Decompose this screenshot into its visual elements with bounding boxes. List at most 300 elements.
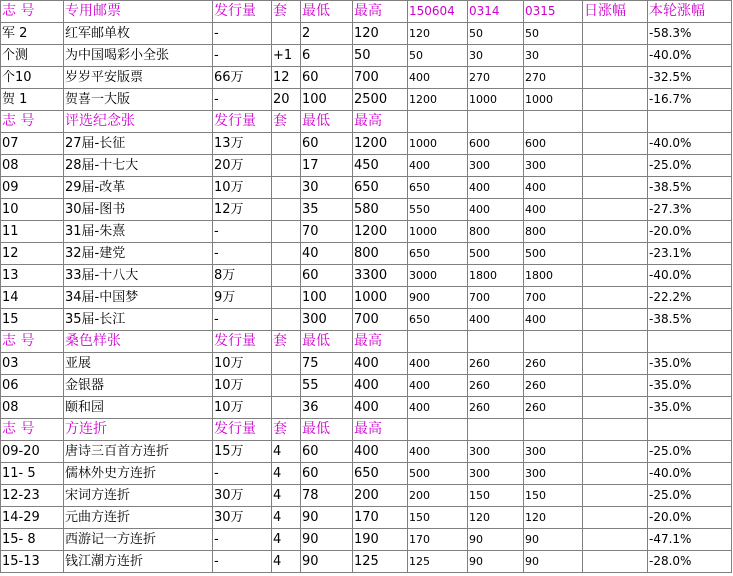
cell-d150604: 1000 — [408, 221, 468, 243]
cell-d0315: 700 — [524, 287, 583, 309]
cell-name: 岁岁平安版票 — [64, 67, 213, 89]
cell-d0314: 50 — [468, 23, 524, 45]
cell-day_change — [583, 397, 648, 419]
table-row — [1, 485, 732, 507]
table-row — [1, 507, 732, 529]
cell-high: 1000 — [353, 287, 408, 309]
section-header-row — [1, 1, 732, 23]
cell-set — [272, 243, 301, 265]
cell-d0315: 120 — [524, 507, 583, 529]
cell-day_change — [583, 89, 648, 111]
table-row — [1, 133, 732, 155]
cell-name: 贺喜一大版 — [64, 89, 213, 111]
header-cell-d150604: 150604 — [408, 1, 468, 23]
cell-set: 4 — [272, 463, 301, 485]
cell-high: 400 — [353, 375, 408, 397]
cell-day_change — [583, 23, 648, 45]
cell-high: 200 — [353, 485, 408, 507]
cell-low: 55 — [301, 375, 353, 397]
header-cell-issue: 发行量 — [213, 1, 272, 23]
cell-round_change: -35.0% — [648, 353, 732, 375]
cell-issue: - — [213, 23, 272, 45]
cell-name: 宋词方连折 — [64, 485, 213, 507]
header-cell-high: 最高 — [353, 419, 408, 441]
cell-d0315: 270 — [524, 67, 583, 89]
cell-issue: 20万 — [213, 155, 272, 177]
cell-low: 90 — [301, 507, 353, 529]
cell-d0314: 400 — [468, 177, 524, 199]
cell-low: 36 — [301, 397, 353, 419]
header-cell-low: 最低 — [301, 331, 353, 353]
header-cell-d150604 — [408, 111, 468, 133]
cell-d150604: 1200 — [408, 89, 468, 111]
cell-issue: 30万 — [213, 507, 272, 529]
cell-low: 70 — [301, 221, 353, 243]
cell-code: 贺 1 — [1, 89, 64, 111]
cell-d0314: 150 — [468, 485, 524, 507]
cell-code: 12-23 — [1, 485, 64, 507]
cell-day_change — [583, 309, 648, 331]
cell-high: 50 — [353, 45, 408, 67]
cell-d150604: 400 — [408, 155, 468, 177]
cell-low: 60 — [301, 441, 353, 463]
cell-code: 15 — [1, 309, 64, 331]
cell-d0314: 1800 — [468, 265, 524, 287]
cell-d0315: 400 — [524, 309, 583, 331]
header-cell-round_change: 本轮涨幅 — [648, 1, 732, 23]
cell-round_change: -40.0% — [648, 265, 732, 287]
cell-day_change — [583, 551, 648, 573]
header-cell-round_change — [648, 419, 732, 441]
cell-set — [272, 287, 301, 309]
cell-round_change: -25.0% — [648, 441, 732, 463]
cell-d0315: 260 — [524, 353, 583, 375]
cell-d150604: 1000 — [408, 133, 468, 155]
cell-name: 亚展 — [64, 353, 213, 375]
cell-low: 75 — [301, 353, 353, 375]
cell-issue: - — [213, 243, 272, 265]
table-body — [1, 1, 732, 573]
section-header-row — [1, 331, 732, 353]
cell-high: 2500 — [353, 89, 408, 111]
cell-code: 军 2 — [1, 23, 64, 45]
table-row — [1, 441, 732, 463]
cell-code: 08 — [1, 155, 64, 177]
cell-high: 400 — [353, 441, 408, 463]
cell-round_change: -20.0% — [648, 507, 732, 529]
cell-d150604: 550 — [408, 199, 468, 221]
cell-code: 12 — [1, 243, 64, 265]
cell-low: 60 — [301, 265, 353, 287]
cell-name: 29届-改革 — [64, 177, 213, 199]
cell-issue: 10万 — [213, 353, 272, 375]
cell-d150604: 50 — [408, 45, 468, 67]
cell-d150604: 650 — [408, 243, 468, 265]
cell-low: 100 — [301, 89, 353, 111]
header-cell-name: 方连折 — [64, 419, 213, 441]
header-cell-d0315 — [524, 331, 583, 353]
cell-set — [272, 155, 301, 177]
cell-day_change — [583, 375, 648, 397]
header-cell-d0315 — [524, 419, 583, 441]
cell-d0315: 300 — [524, 463, 583, 485]
cell-round_change: -35.0% — [648, 375, 732, 397]
cell-d0315: 1000 — [524, 89, 583, 111]
cell-d150604: 400 — [408, 397, 468, 419]
cell-round_change: -32.5% — [648, 67, 732, 89]
header-cell-code: 志 号 — [1, 1, 64, 23]
cell-code: 07 — [1, 133, 64, 155]
cell-code: 13 — [1, 265, 64, 287]
cell-low: 300 — [301, 309, 353, 331]
cell-set — [272, 133, 301, 155]
cell-day_change — [583, 441, 648, 463]
cell-d0314: 400 — [468, 199, 524, 221]
cell-d150604: 170 — [408, 529, 468, 551]
cell-day_change — [583, 265, 648, 287]
cell-d0314: 300 — [468, 441, 524, 463]
cell-code: 08 — [1, 397, 64, 419]
cell-issue: 9万 — [213, 287, 272, 309]
cell-d150604: 3000 — [408, 265, 468, 287]
table-row — [1, 265, 732, 287]
cell-d0315: 800 — [524, 221, 583, 243]
cell-issue: 10万 — [213, 397, 272, 419]
cell-round_change: -16.7% — [648, 89, 732, 111]
cell-d0315: 1800 — [524, 265, 583, 287]
cell-round_change: -23.1% — [648, 243, 732, 265]
header-cell-day_change — [583, 331, 648, 353]
cell-set — [272, 309, 301, 331]
cell-high: 1200 — [353, 133, 408, 155]
cell-high: 400 — [353, 397, 408, 419]
cell-d150604: 400 — [408, 67, 468, 89]
cell-issue: 10万 — [213, 177, 272, 199]
cell-issue: 30万 — [213, 485, 272, 507]
cell-day_change — [583, 485, 648, 507]
cell-code: 14 — [1, 287, 64, 309]
cell-name: 为中国喝彩小全张 — [64, 45, 213, 67]
cell-high: 650 — [353, 177, 408, 199]
cell-code: 09 — [1, 177, 64, 199]
cell-d0315: 400 — [524, 199, 583, 221]
cell-round_change: -38.5% — [648, 309, 732, 331]
cell-round_change: -22.2% — [648, 287, 732, 309]
cell-issue: 13万 — [213, 133, 272, 155]
header-cell-set: 套 — [272, 111, 301, 133]
cell-high: 3300 — [353, 265, 408, 287]
cell-code: 11 — [1, 221, 64, 243]
cell-code: 个10 — [1, 67, 64, 89]
header-cell-issue: 发行量 — [213, 111, 272, 133]
table-row — [1, 199, 732, 221]
cell-day_change — [583, 67, 648, 89]
cell-name: 33届-十八大 — [64, 265, 213, 287]
cell-set: 20 — [272, 89, 301, 111]
cell-d0315: 30 — [524, 45, 583, 67]
cell-d150604: 120 — [408, 23, 468, 45]
header-cell-d0314 — [468, 111, 524, 133]
cell-low: 60 — [301, 133, 353, 155]
table-row — [1, 551, 732, 573]
cell-day_change — [583, 507, 648, 529]
cell-code: 15- 8 — [1, 529, 64, 551]
table-row — [1, 375, 732, 397]
cell-d0315: 260 — [524, 397, 583, 419]
cell-high: 800 — [353, 243, 408, 265]
cell-low: 35 — [301, 199, 353, 221]
cell-set — [272, 397, 301, 419]
cell-name: 红军邮单枚 — [64, 23, 213, 45]
cell-set — [272, 375, 301, 397]
header-cell-d150604 — [408, 331, 468, 353]
cell-d150604: 125 — [408, 551, 468, 573]
table-row — [1, 221, 732, 243]
cell-d0314: 800 — [468, 221, 524, 243]
cell-code: 03 — [1, 353, 64, 375]
header-cell-issue: 发行量 — [213, 419, 272, 441]
cell-issue: 8万 — [213, 265, 272, 287]
cell-day_change — [583, 133, 648, 155]
cell-d150604: 150 — [408, 507, 468, 529]
cell-issue: - — [213, 309, 272, 331]
table-row — [1, 463, 732, 485]
cell-high: 125 — [353, 551, 408, 573]
cell-day_change — [583, 45, 648, 67]
cell-high: 190 — [353, 529, 408, 551]
cell-low: 78 — [301, 485, 353, 507]
cell-code: 10 — [1, 199, 64, 221]
cell-round_change: -40.0% — [648, 463, 732, 485]
cell-low: 17 — [301, 155, 353, 177]
cell-round_change: -25.0% — [648, 485, 732, 507]
header-cell-low: 最低 — [301, 1, 353, 23]
cell-name: 西游记一方连折 — [64, 529, 213, 551]
cell-name: 35届-长江 — [64, 309, 213, 331]
cell-code: 06 — [1, 375, 64, 397]
cell-code: 15-13 — [1, 551, 64, 573]
header-cell-d0314 — [468, 419, 524, 441]
header-cell-round_change — [648, 111, 732, 133]
cell-set — [272, 23, 301, 45]
cell-low: 2 — [301, 23, 353, 45]
cell-name: 颐和园 — [64, 397, 213, 419]
cell-d0315: 260 — [524, 375, 583, 397]
table-row — [1, 155, 732, 177]
cell-issue: 10万 — [213, 375, 272, 397]
cell-d150604: 200 — [408, 485, 468, 507]
cell-day_change — [583, 243, 648, 265]
header-cell-day_change — [583, 111, 648, 133]
cell-code: 11- 5 — [1, 463, 64, 485]
cell-set: 4 — [272, 441, 301, 463]
cell-name: 金银器 — [64, 375, 213, 397]
header-cell-high: 最高 — [353, 331, 408, 353]
cell-d0314: 30 — [468, 45, 524, 67]
cell-low: 6 — [301, 45, 353, 67]
cell-d0314: 260 — [468, 375, 524, 397]
cell-high: 700 — [353, 67, 408, 89]
cell-d0315: 600 — [524, 133, 583, 155]
cell-d0315: 400 — [524, 177, 583, 199]
cell-set — [272, 177, 301, 199]
cell-day_change — [583, 221, 648, 243]
header-cell-name: 评选纪念张 — [64, 111, 213, 133]
header-cell-d0314 — [468, 331, 524, 353]
cell-d0314: 300 — [468, 463, 524, 485]
cell-round_change: -20.0% — [648, 221, 732, 243]
cell-day_change — [583, 199, 648, 221]
cell-high: 450 — [353, 155, 408, 177]
cell-low: 30 — [301, 177, 353, 199]
cell-set: 4 — [272, 485, 301, 507]
cell-high: 170 — [353, 507, 408, 529]
cell-high: 580 — [353, 199, 408, 221]
cell-name: 唐诗三百首方连折 — [64, 441, 213, 463]
cell-issue: - — [213, 529, 272, 551]
table-row — [1, 287, 732, 309]
cell-name: 钱江潮方连折 — [64, 551, 213, 573]
cell-code: 09-20 — [1, 441, 64, 463]
header-cell-name: 桑色样张 — [64, 331, 213, 353]
cell-name: 元曲方连折 — [64, 507, 213, 529]
cell-round_change: -58.3% — [648, 23, 732, 45]
header-cell-day_change — [583, 419, 648, 441]
cell-name: 儒林外史方连折 — [64, 463, 213, 485]
cell-high: 650 — [353, 463, 408, 485]
header-cell-high: 最高 — [353, 1, 408, 23]
cell-d0314: 1000 — [468, 89, 524, 111]
cell-name: 28届-十七大 — [64, 155, 213, 177]
header-cell-set: 套 — [272, 331, 301, 353]
cell-set — [272, 199, 301, 221]
header-cell-d0315 — [524, 111, 583, 133]
cell-round_change: -25.0% — [648, 155, 732, 177]
cell-round_change: -28.0% — [648, 551, 732, 573]
header-cell-d0315: 0315 — [524, 1, 583, 23]
cell-d150604: 900 — [408, 287, 468, 309]
cell-d150604: 500 — [408, 463, 468, 485]
header-cell-day_change: 日涨幅 — [583, 1, 648, 23]
cell-d0314: 600 — [468, 133, 524, 155]
cell-set: 4 — [272, 507, 301, 529]
table-row — [1, 243, 732, 265]
cell-d0314: 400 — [468, 309, 524, 331]
cell-name: 34届-中国梦 — [64, 287, 213, 309]
cell-code: 个测 — [1, 45, 64, 67]
cell-d150604: 650 — [408, 309, 468, 331]
cell-d0314: 260 — [468, 353, 524, 375]
header-cell-d150604 — [408, 419, 468, 441]
section-header-row — [1, 111, 732, 133]
table-row — [1, 67, 732, 89]
cell-name: 30届-图书 — [64, 199, 213, 221]
table-row — [1, 529, 732, 551]
cell-low: 60 — [301, 463, 353, 485]
cell-high: 400 — [353, 353, 408, 375]
cell-issue: - — [213, 463, 272, 485]
header-cell-d0314: 0314 — [468, 1, 524, 23]
section-header-row — [1, 419, 732, 441]
cell-issue: - — [213, 551, 272, 573]
cell-low: 90 — [301, 551, 353, 573]
cell-day_change — [583, 177, 648, 199]
header-cell-code: 志 号 — [1, 419, 64, 441]
header-cell-set: 套 — [272, 1, 301, 23]
cell-day_change — [583, 529, 648, 551]
cell-set: 4 — [272, 551, 301, 573]
cell-d0314: 120 — [468, 507, 524, 529]
cell-day_change — [583, 353, 648, 375]
cell-round_change: -47.1% — [648, 529, 732, 551]
cell-round_change: -38.5% — [648, 177, 732, 199]
cell-round_change: -40.0% — [648, 45, 732, 67]
header-cell-name: 专用邮票 — [64, 1, 213, 23]
cell-issue: - — [213, 45, 272, 67]
cell-d0314: 90 — [468, 529, 524, 551]
cell-d0315: 300 — [524, 155, 583, 177]
cell-d0314: 90 — [468, 551, 524, 573]
cell-issue: - — [213, 221, 272, 243]
table-row — [1, 45, 732, 67]
cell-round_change: -40.0% — [648, 133, 732, 155]
cell-d0315: 300 — [524, 441, 583, 463]
cell-d0315: 50 — [524, 23, 583, 45]
header-cell-low: 最低 — [301, 419, 353, 441]
cell-d0315: 150 — [524, 485, 583, 507]
cell-d0314: 700 — [468, 287, 524, 309]
cell-d0315: 90 — [524, 529, 583, 551]
cell-day_change — [583, 463, 648, 485]
cell-issue: - — [213, 89, 272, 111]
cell-round_change: -27.3% — [648, 199, 732, 221]
cell-d0315: 500 — [524, 243, 583, 265]
cell-high: 700 — [353, 309, 408, 331]
cell-high: 1200 — [353, 221, 408, 243]
cell-day_change — [583, 287, 648, 309]
cell-high: 120 — [353, 23, 408, 45]
cell-d0314: 500 — [468, 243, 524, 265]
cell-d150604: 400 — [408, 441, 468, 463]
table-row — [1, 309, 732, 331]
cell-low: 60 — [301, 67, 353, 89]
cell-day_change — [583, 155, 648, 177]
cell-set — [272, 265, 301, 287]
cell-low: 40 — [301, 243, 353, 265]
cell-set — [272, 221, 301, 243]
header-cell-code: 志 号 — [1, 331, 64, 353]
cell-d0315: 90 — [524, 551, 583, 573]
cell-d0314: 300 — [468, 155, 524, 177]
table-row — [1, 177, 732, 199]
table-row — [1, 397, 732, 419]
cell-low: 100 — [301, 287, 353, 309]
cell-issue: 66万 — [213, 67, 272, 89]
cell-d0314: 270 — [468, 67, 524, 89]
table-row — [1, 23, 732, 45]
table-row — [1, 89, 732, 111]
cell-name: 32届-建党 — [64, 243, 213, 265]
cell-issue: 15万 — [213, 441, 272, 463]
header-cell-high: 最高 — [353, 111, 408, 133]
cell-set: +1 — [272, 45, 301, 67]
cell-d150604: 400 — [408, 375, 468, 397]
cell-set: 12 — [272, 67, 301, 89]
cell-d150604: 650 — [408, 177, 468, 199]
header-cell-low: 最低 — [301, 111, 353, 133]
header-cell-set: 套 — [272, 419, 301, 441]
cell-d150604: 400 — [408, 353, 468, 375]
